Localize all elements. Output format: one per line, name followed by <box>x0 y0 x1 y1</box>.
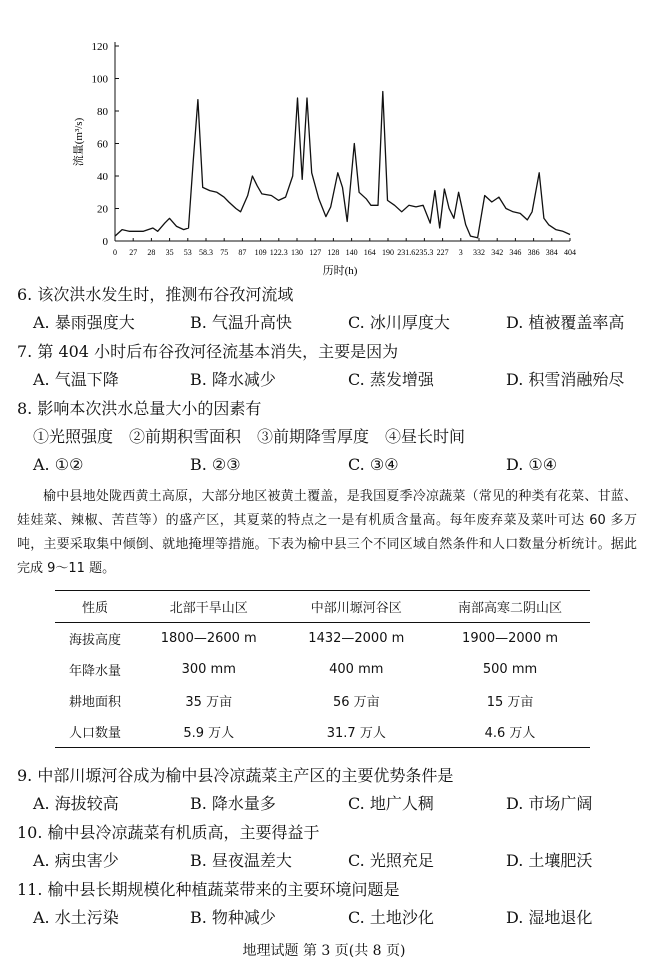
table-cell: 1432—2000 m <box>308 631 405 646</box>
x-tick-label: 190 <box>382 248 394 257</box>
table-row <box>55 654 590 685</box>
x-tick-label: 130 <box>291 248 303 257</box>
table-cell: 500 mm <box>482 662 538 677</box>
x-tick-label: 53 <box>183 248 192 257</box>
x-tick-label: 227 <box>436 248 449 257</box>
x-tick-label: 75 <box>220 248 229 257</box>
table-cell: 400 mm <box>329 662 384 677</box>
option-c: C. ③④ <box>348 455 399 474</box>
x-tick-label: 404 <box>564 248 576 257</box>
reading-passage: 榆中县地处陇西黄土高原，大部分地区被黄土覆盖，是我国夏季冷凉蔬菜（常见的种类有花菜、甘蓝、娃娃菜、辣椒、苦苣等）的盛产区，其夏菜的特点之一是有机质含量高。每年废弃菜及菜叶可达 60 多万吨，主要采取集中倾倒、就地掩埋等措施。下表为榆中县三个不同区域自然条件和人口数量分析统计。据此完成 9～11 题。 <box>17 489 637 576</box>
question-8-options <box>33 454 633 476</box>
table-cell: 5.9 万人 <box>183 726 235 741</box>
option-b: B. 降水减少 <box>190 370 276 389</box>
y-tick-label: 60 <box>97 138 108 151</box>
table-cell: 31.7 万人 <box>326 726 386 741</box>
discharge-series-line <box>115 92 570 238</box>
chart-axes <box>115 42 570 241</box>
table-row <box>55 623 590 655</box>
page-footer: 地理试题 第 3 页(共 8 页) <box>242 943 406 959</box>
option-d: D. 积雪消融殆尽 <box>506 370 625 389</box>
question-7-stem: 7. 第 404 小时后布谷孜河径流基本消失，主要是因为 <box>17 342 399 361</box>
option-d: D. 土壤肥沃 <box>506 851 593 870</box>
table-cell: 耕地面积 <box>68 695 121 710</box>
question-9-options <box>33 793 633 815</box>
question-11-stem: 11. 榆中县长期规模化种植蔬菜带来的主要环境问题是 <box>17 880 400 899</box>
x-tick-label: 127 <box>309 248 322 257</box>
option-d: D. ①④ <box>506 455 558 474</box>
option-c: C. 冰川厚度大 <box>348 313 450 332</box>
y-axis-label: 流量(m³/s) <box>73 117 85 167</box>
y-tick-labels <box>92 41 109 248</box>
x-tick-label: 235.3 <box>415 248 434 257</box>
region-statistics-table <box>55 590 590 748</box>
question-11-options <box>33 907 633 929</box>
question-10-stem: 10. 榆中县冷凉蔬菜有机质高，主要得益于 <box>17 823 320 842</box>
option-b: B. 降水量多 <box>190 794 276 813</box>
x-tick-label: 384 <box>545 248 558 257</box>
option-a: A. ①② <box>33 455 84 474</box>
option-d: D. 湿地退化 <box>506 908 593 927</box>
table-header-row <box>55 591 590 623</box>
option-a: A. 海拔较高 <box>33 794 119 813</box>
x-tick-label: 128 <box>327 248 340 257</box>
option-b: B. ②③ <box>190 455 241 474</box>
question-10-options <box>33 850 633 872</box>
table-cell: 年降水量 <box>68 664 121 679</box>
x-tick-label: 58.3 <box>199 248 213 257</box>
table-cell: 35 万亩 <box>185 695 233 710</box>
option-a: A. 暴雨强度大 <box>33 313 135 332</box>
x-tick-label: 231.6 <box>397 248 416 257</box>
table-cell: 300 mm <box>181 662 236 677</box>
x-tick-label: 3 <box>458 248 463 257</box>
question-8-stem: 8. 影响本次洪水总量大小的因素有 <box>17 399 262 418</box>
option-d: D. 市场广阔 <box>506 794 593 813</box>
option-b: B. 昼夜温差大 <box>190 851 292 870</box>
discharge-line-chart <box>70 30 585 280</box>
table-cell: 海拔高度 <box>68 633 121 648</box>
y-tick-label: 100 <box>91 73 108 86</box>
x-tick-label: 332 <box>473 248 485 257</box>
x-tick-label: 35 <box>165 248 174 257</box>
y-tick-label: 20 <box>97 203 108 216</box>
table-cell: 1900—2000 m <box>462 631 559 646</box>
table-cell: 1800—2600 m <box>160 631 257 646</box>
x-tick-label: 27 <box>129 248 138 257</box>
table-cell: 人口数量 <box>68 726 121 741</box>
question-9-stem: 9. 中部川塬河谷成为榆中县冷凉蔬菜主产区的主要优势条件是 <box>17 766 454 785</box>
table-row <box>55 716 590 748</box>
x-tick-label: 140 <box>345 248 358 257</box>
question-8-factors: ①光照强度 ②前期积雪面积 ③前期降雪厚度 ④昼长时间 <box>33 427 466 446</box>
x-tick-label: 87 <box>238 248 247 257</box>
table-header: 南部高寒二阴山区 <box>458 601 563 616</box>
option-d: D. 植被覆盖率高 <box>506 313 625 332</box>
x-tick-label: 164 <box>363 248 376 257</box>
series-line <box>115 92 570 238</box>
x-tick-label: 122.3 <box>269 248 288 257</box>
x-tick-label: 346 <box>509 248 522 257</box>
option-c: C. 蒸发增强 <box>348 370 434 389</box>
option-a: A. 病虫害少 <box>33 851 119 870</box>
table-header: 中部川塬河谷区 <box>310 601 402 616</box>
y-tick-label: 40 <box>97 171 108 183</box>
option-b: B. 物种减少 <box>190 908 276 927</box>
y-tick-label: 80 <box>97 106 108 118</box>
table-header: 北部干旱山区 <box>169 601 248 616</box>
x-tick-label: 109 <box>254 248 267 257</box>
option-a: A. 气温下降 <box>33 370 119 389</box>
table-cell: 4.6 万人 <box>484 726 536 741</box>
option-b: B. 气温升高快 <box>190 313 292 332</box>
x-tick-label: 342 <box>491 248 504 257</box>
option-c: C. 土地沙化 <box>348 908 434 927</box>
table-row <box>55 685 590 716</box>
option-c: C. 光照充足 <box>348 851 434 870</box>
y-tick-label: 0 <box>102 236 108 248</box>
table-cell: 15 万亩 <box>486 695 534 710</box>
x-tick-labels <box>113 248 576 257</box>
y-tick-label: 120 <box>91 41 108 53</box>
table-header: 性质 <box>81 601 108 616</box>
option-c: C. 地广人稠 <box>348 794 434 813</box>
x-tick-label: 0 <box>113 248 117 257</box>
question-6-stem: 6. 该次洪水发生时，推测布谷孜河流域 <box>17 285 294 304</box>
table-cell: 56 万亩 <box>332 695 380 710</box>
x-tick-label: 28 <box>147 248 156 257</box>
question-6-options <box>33 312 633 334</box>
x-tick-label: 386 <box>527 248 540 257</box>
x-axis-label: 历时(h) <box>322 265 358 277</box>
option-a: A. 水土污染 <box>33 908 119 927</box>
question-7-options <box>33 369 633 391</box>
